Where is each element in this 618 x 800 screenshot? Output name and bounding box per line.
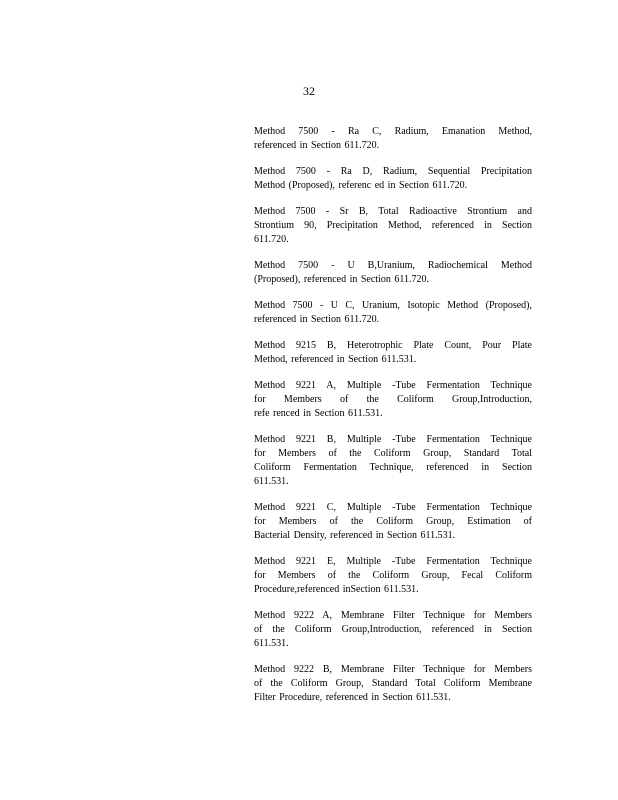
method-entry-line: Filter Procedure, referenced in Section 611.531. [254, 692, 451, 703]
method-entry [254, 609, 532, 651]
method-entry-line: Method 7500 - Ra C, Radium, Emanation Method, [254, 126, 532, 137]
method-entry-line: for Members of the Coliform Group, Fecal Coliform [254, 570, 532, 581]
method-entry [254, 259, 532, 287]
method-entry-line: Method 7500 - U B,Uranium, Radiochemical Method [254, 260, 532, 271]
method-entry [254, 339, 532, 367]
method-entry-line: Procedure,referenced inSection 611.531. [254, 584, 419, 595]
method-entry-line: Method 9221 E, Multiple -Tube Fermentation Technique [254, 556, 532, 567]
method-entry [254, 205, 532, 247]
method-entry-line: referenced in Section 611.720. [254, 314, 380, 325]
method-entry-line: Method 9222 A, Membrane Filter Technique for Members [254, 610, 532, 621]
method-entry-line: Method 9222 B, Membrane Filter Technique for Members [254, 664, 532, 675]
method-entry [254, 501, 532, 543]
method-entry-line: Bacterial Density, referenced in Section 611.531. [254, 530, 456, 541]
method-entry [254, 379, 532, 421]
method-entry-line: Method 7500 - Sr B, Total Radioactive Strontium and [254, 206, 532, 217]
method-reference-list [254, 125, 532, 717]
method-entry-line: Method 9221 A, Multiple -Tube Fermentation Technique [254, 380, 532, 391]
method-entry-line: Coliform Fermentation Technique, referenced in Section [254, 462, 532, 473]
method-entry-line: Method 7500 - Ra D, Radium, Sequential Precipitation [254, 166, 532, 177]
method-entry [254, 165, 532, 193]
method-entry-line: Method, referenced in Section 611.531. [254, 354, 417, 365]
method-entry-line: of the Coliform Group, Standard Total Coliform Membrane [254, 678, 532, 689]
method-entry [254, 299, 532, 327]
method-entry-line: Method (Proposed), referenc ed in Section 611.720. [254, 180, 468, 191]
method-entry-line: Method 9221 C, Multiple -Tube Fermentation Technique [254, 502, 532, 513]
method-entry-line: Method 9221 B, Multiple -Tube Fermentation Technique [254, 434, 532, 445]
method-entry-line: refe renced in Section 611.531. [254, 408, 383, 419]
method-entry [254, 433, 532, 489]
method-entry-line: for Members of the Coliform Group, Standard Total [254, 448, 532, 459]
method-entry-line: of the Coliform Group,Introduction, referenced in Section [254, 624, 532, 635]
method-entry-line: Method 9215 B, Heterotrophic Plate Count, Pour Plate [254, 340, 532, 351]
method-entry-line: for Members of the Coliform Group,Introduction, [254, 394, 532, 405]
method-entry-line: Strontium 90, Precipitation Method, referenced in Section [254, 220, 532, 231]
method-entry-line: Method 7500 - U C, Uranium, Isotopic Method (Proposed), [254, 300, 532, 311]
method-entry-line: 611.531. [254, 638, 289, 649]
page-number: 32 [303, 84, 315, 98]
method-entry [254, 555, 532, 597]
method-entry-line: (Proposed), referenced in Section 611.720. [254, 274, 429, 285]
method-entry [254, 125, 532, 153]
method-entry-line: for Members of the Coliform Group, Estimation of [254, 516, 532, 527]
method-entry-line: referenced in Section 611.720. [254, 140, 380, 151]
method-entry-line: 611.531. [254, 476, 289, 487]
method-entry [254, 663, 532, 705]
method-entry-line: 611.720. [254, 234, 289, 245]
